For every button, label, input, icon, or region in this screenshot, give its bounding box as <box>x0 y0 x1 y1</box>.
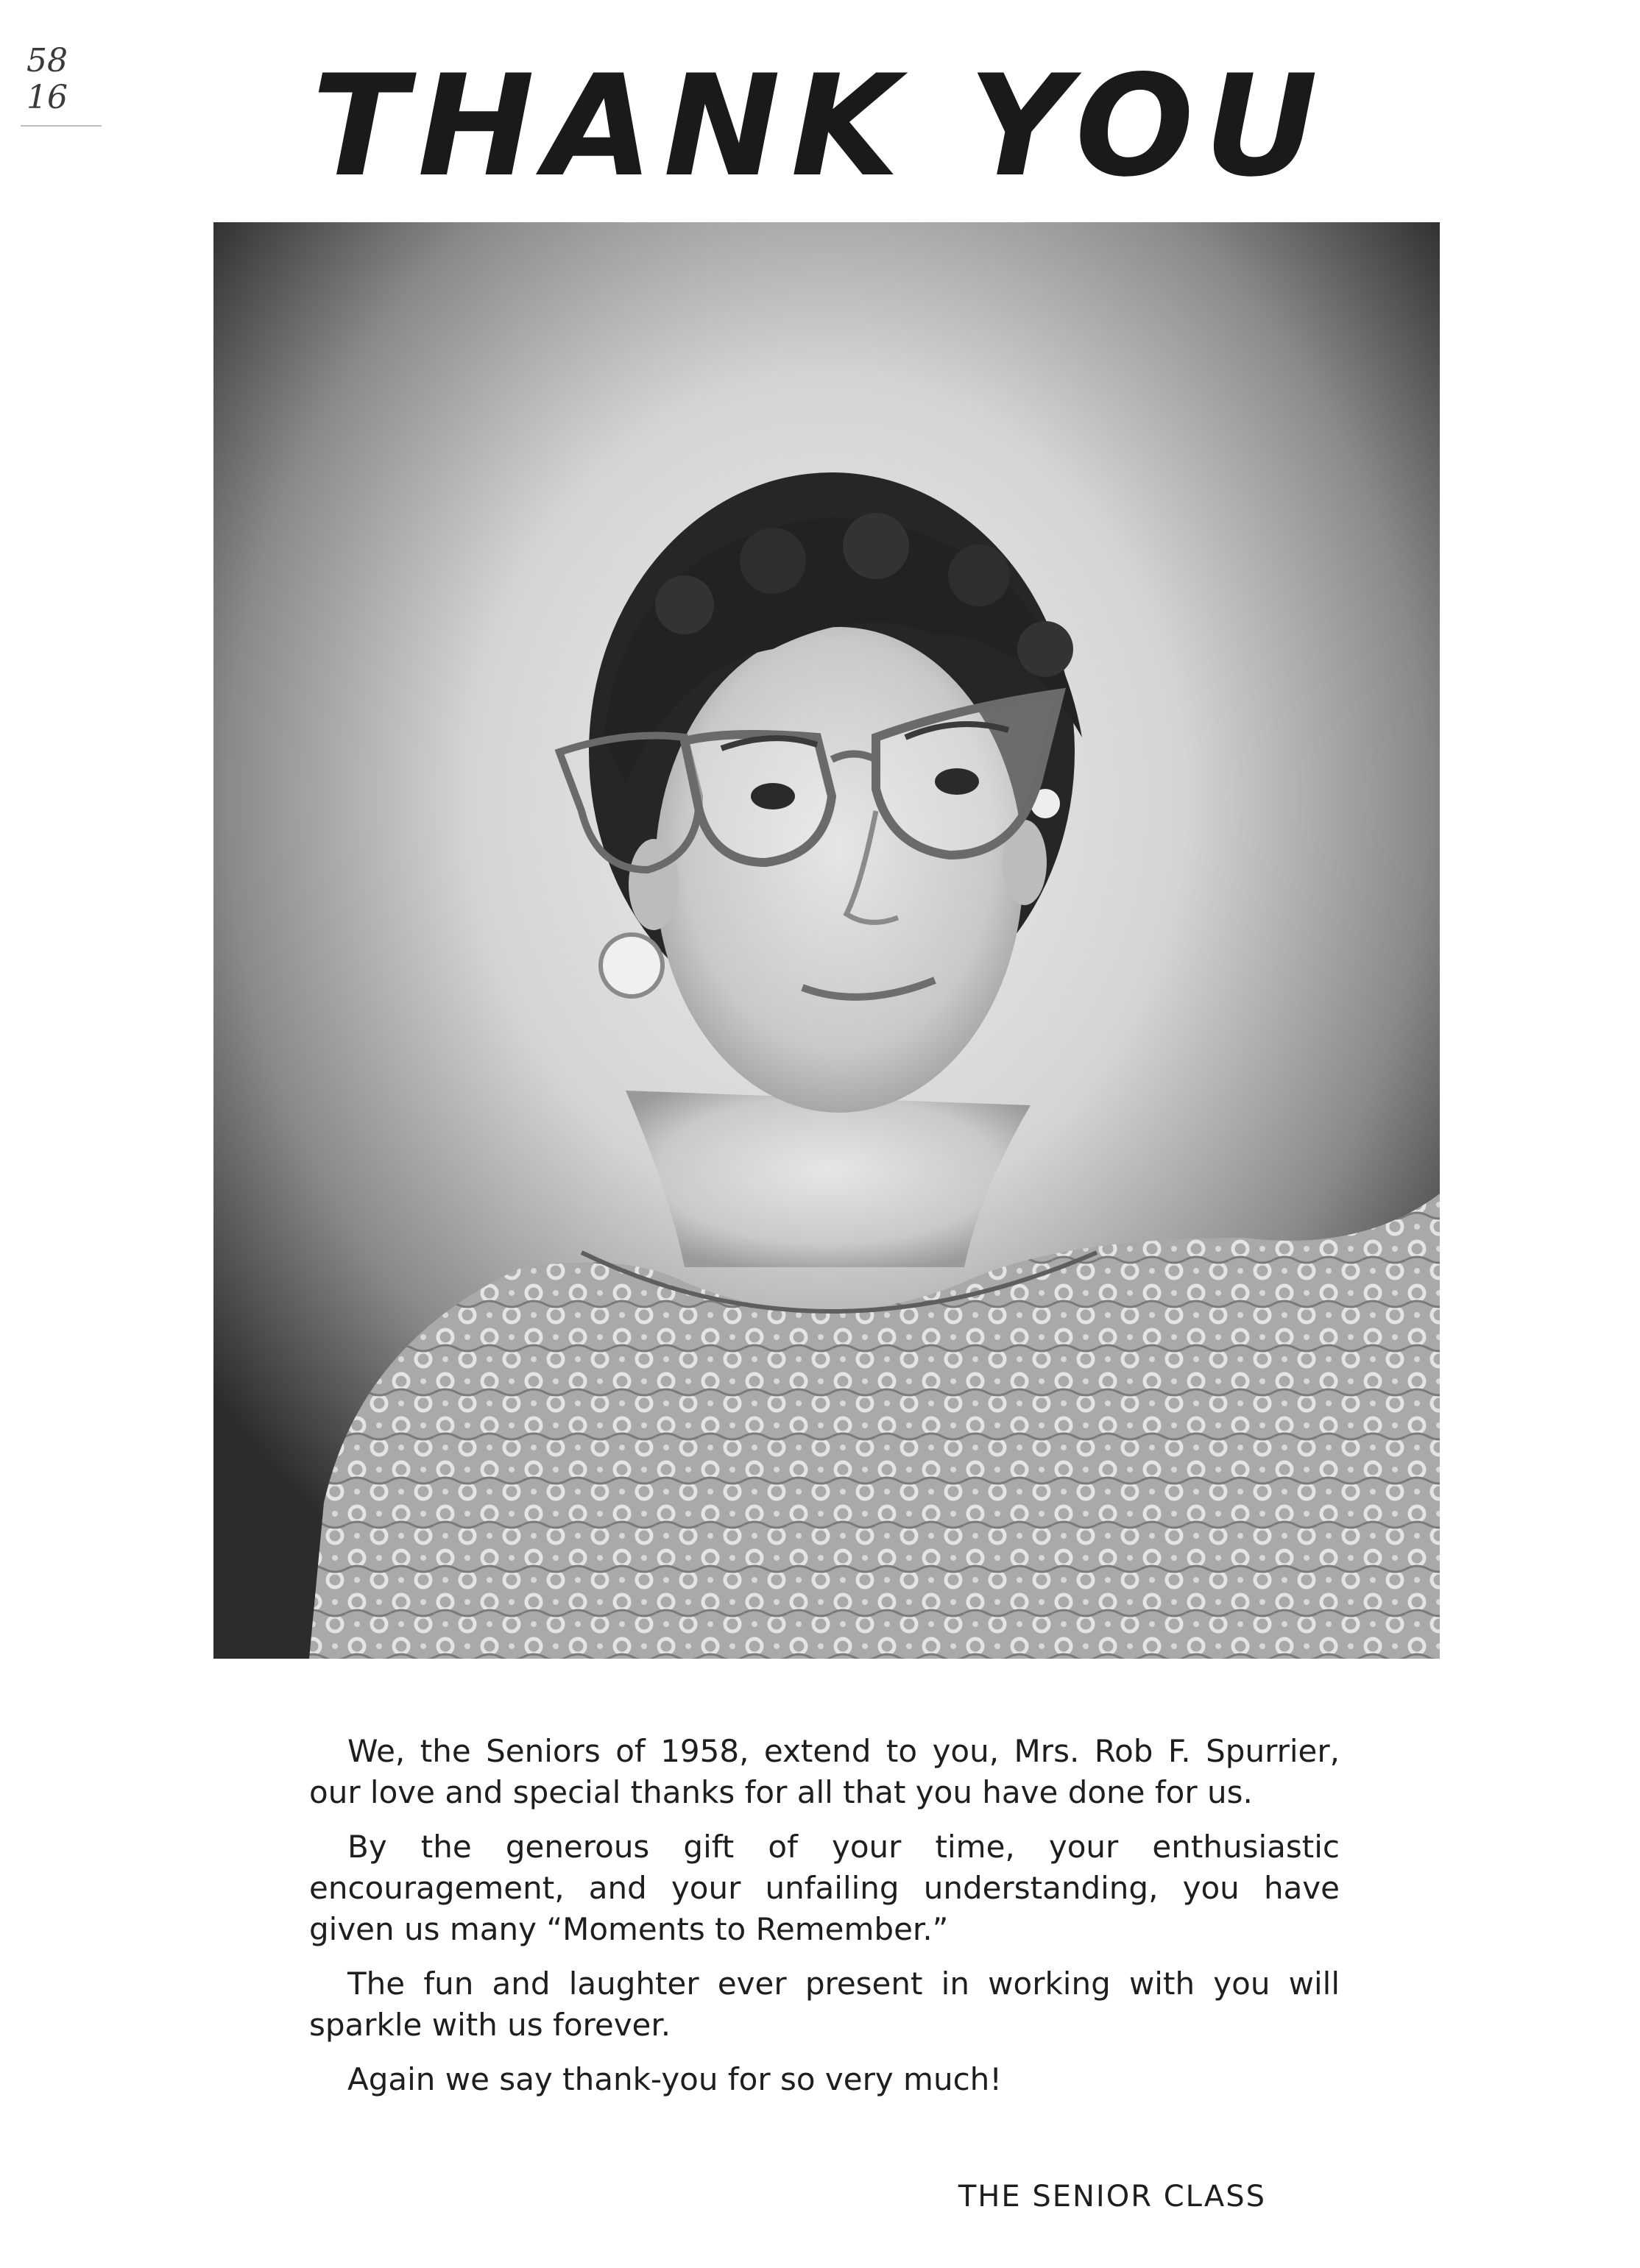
portrait-photo <box>213 222 1440 1659</box>
page-title: THANK YOU <box>311 45 1329 208</box>
message-paragraph-3: The fun and laughter ever present in working with you will sparkle with us forever. <box>309 1966 1340 2043</box>
message-paragraph-2: By the generous gift of your time, your enthusiastic encouragement, and your unfailing understanding, you have given us many “Moments to Remember.” <box>309 1829 1340 1947</box>
page-note-line-2: 16 <box>26 79 68 116</box>
message-paragraph-1: We, the Seniors of 1958, extend to you, Mrs. Rob F. Spurrier, our love and special thanks for all that you have done for us. <box>309 1733 1340 1810</box>
message-paragraph-4: Again we say thank-you for so very much! <box>347 2061 1003 2097</box>
page-note-line-1: 58 <box>26 42 68 79</box>
thank-you-message <box>309 1731 1340 2113</box>
signature: THE SENIOR CLASS <box>958 2180 1266 2214</box>
portrait-photo-icon <box>213 222 1440 1659</box>
